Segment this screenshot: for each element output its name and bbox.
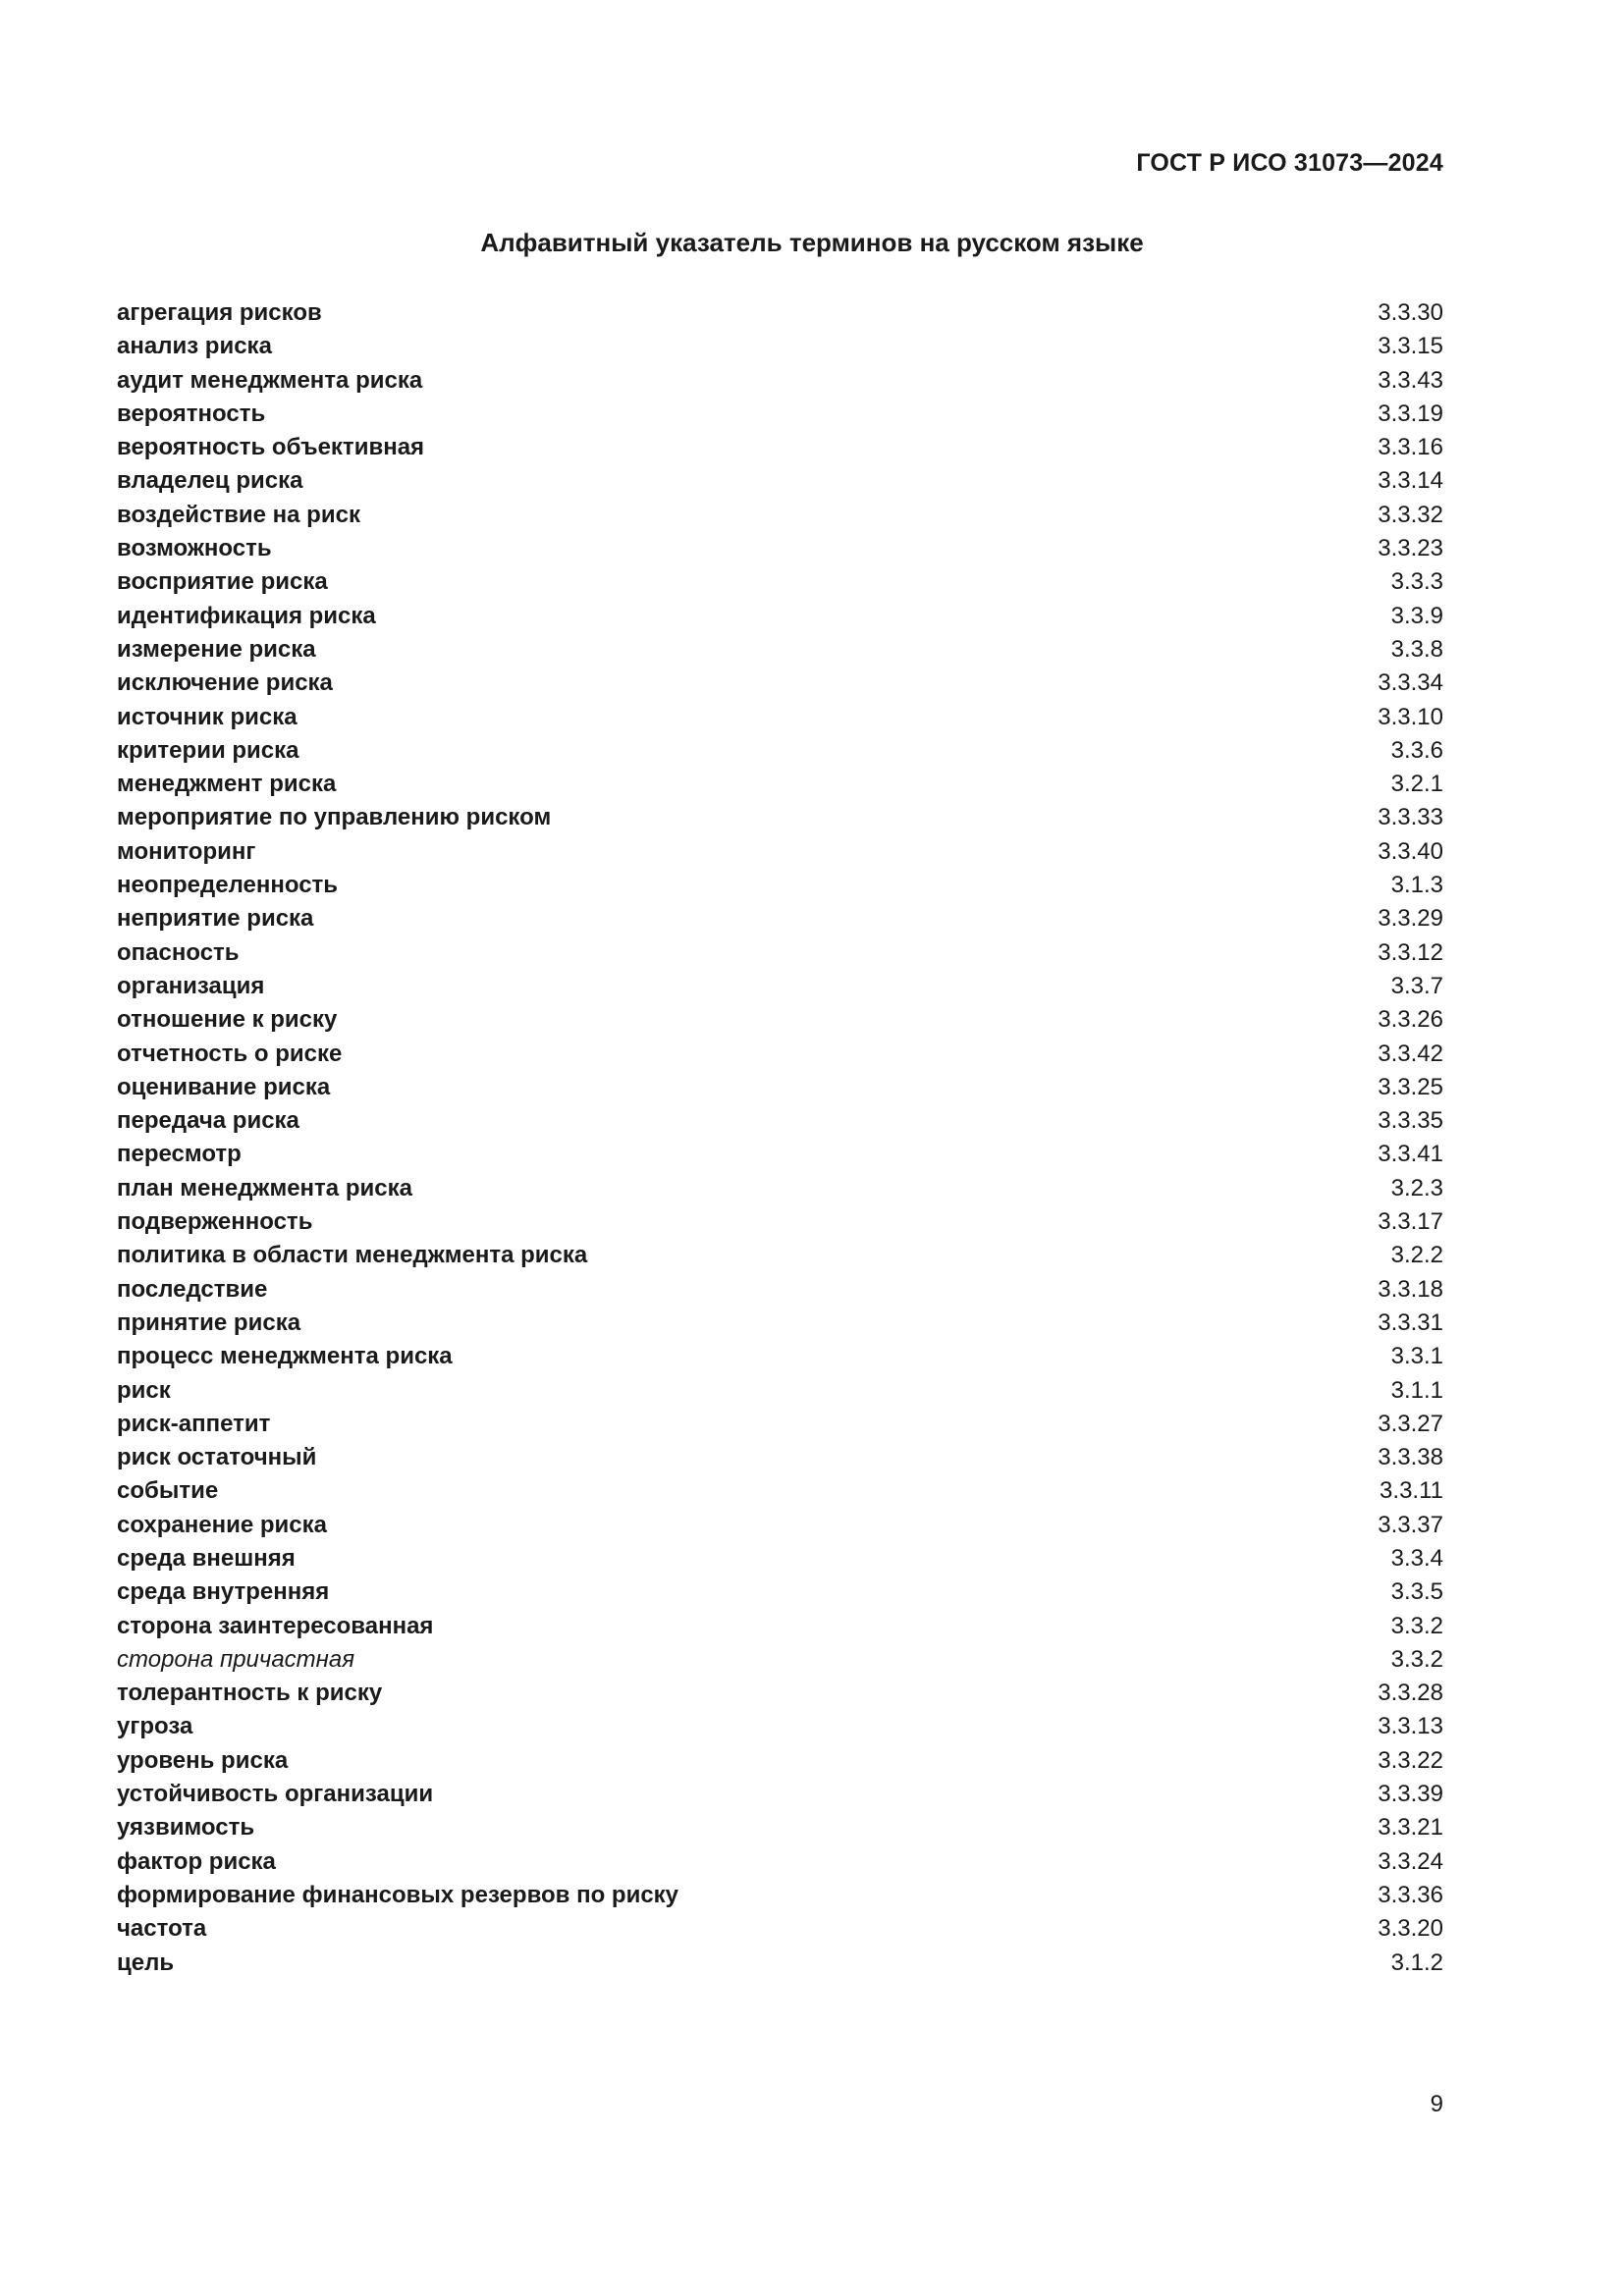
index-reference: 3.3.9 xyxy=(1390,602,1443,629)
index-term: риск-аппетит xyxy=(117,1410,271,1437)
index-reference: 3.3.15 xyxy=(1378,333,1443,360)
index-entry xyxy=(117,1138,1443,1171)
index-term: политика в области менеджмента риска xyxy=(117,1242,588,1269)
index-reference: 3.1.1 xyxy=(1390,1376,1443,1404)
index-term: частота xyxy=(117,1915,207,1943)
index-term: воздействие на риск xyxy=(117,501,360,528)
index-term: уровень риска xyxy=(117,1746,289,1774)
index-term: сторона причастная xyxy=(117,1645,355,1673)
index-reference: 3.3.41 xyxy=(1378,1141,1443,1168)
index-term: оценивание риска xyxy=(117,1073,331,1100)
index-entry xyxy=(117,1239,1443,1272)
index-term: неопределенность xyxy=(117,872,339,899)
index-entry xyxy=(117,869,1443,902)
index-entry xyxy=(117,1340,1443,1373)
index-term: подверженность xyxy=(117,1208,313,1236)
index-reference: 3.3.2 xyxy=(1390,1612,1443,1639)
index-reference: 3.3.42 xyxy=(1378,1040,1443,1067)
index-reference: 3.3.16 xyxy=(1378,434,1443,461)
index-term: последствие xyxy=(117,1275,268,1303)
index-reference: 3.1.2 xyxy=(1390,1949,1443,1976)
index-term: пересмотр xyxy=(117,1141,242,1168)
index-term: восприятие риска xyxy=(117,568,328,596)
index-term: агрегация рисков xyxy=(117,299,322,326)
index-entry xyxy=(117,667,1443,700)
index-entry xyxy=(117,1474,1443,1508)
index-entry xyxy=(117,330,1443,363)
index-entry xyxy=(117,296,1443,330)
index-term: цель xyxy=(117,1949,175,1976)
index-entry xyxy=(117,1542,1443,1575)
index-title: Алфавитный указатель терминов на русском языке xyxy=(480,228,1144,257)
index-entry xyxy=(117,1172,1443,1205)
index-entry xyxy=(117,768,1443,801)
index-term: организация xyxy=(117,972,265,999)
index-term: мероприятие по управлению риском xyxy=(117,804,552,831)
index-reference: 3.2.1 xyxy=(1390,771,1443,798)
index-reference: 3.2.2 xyxy=(1390,1242,1443,1269)
index-term: сторона заинтересованная xyxy=(117,1612,434,1639)
index-term: исключение риска xyxy=(117,669,333,697)
index-reference: 3.3.34 xyxy=(1378,669,1443,697)
page-number: 9 xyxy=(1430,2091,1443,2117)
index-reference: 3.3.32 xyxy=(1378,501,1443,528)
index-reference: 3.3.27 xyxy=(1378,1410,1443,1437)
index-entry xyxy=(117,1104,1443,1138)
index-entry xyxy=(117,734,1443,768)
index-term: толерантность к риску xyxy=(117,1680,383,1707)
index-entry xyxy=(117,835,1443,869)
index-term: событие xyxy=(117,1477,219,1505)
index-reference: 3.3.12 xyxy=(1378,938,1443,966)
index-reference: 3.3.17 xyxy=(1378,1208,1443,1236)
index-reference: 3.3.14 xyxy=(1378,467,1443,495)
index-entry xyxy=(117,565,1443,599)
index-entry xyxy=(117,1205,1443,1239)
index-reference: 3.3.21 xyxy=(1378,1814,1443,1842)
index-reference: 3.3.5 xyxy=(1390,1578,1443,1606)
index-entry xyxy=(117,1071,1443,1104)
index-reference: 3.3.7 xyxy=(1390,972,1443,999)
index-entry xyxy=(117,1575,1443,1609)
index-term: устойчивость организации xyxy=(117,1781,434,1808)
index-entry xyxy=(117,1947,1443,1980)
index-entry xyxy=(117,1610,1443,1643)
index-term: отчетность о риске xyxy=(117,1040,343,1067)
index-entry xyxy=(117,1811,1443,1844)
index-reference: 3.3.10 xyxy=(1378,703,1443,730)
index-reference: 3.3.33 xyxy=(1378,804,1443,831)
index-term: среда внутренняя xyxy=(117,1578,330,1606)
index-reference: 3.3.1 xyxy=(1390,1343,1443,1370)
index-entry xyxy=(117,936,1443,970)
index-term: передача риска xyxy=(117,1107,299,1135)
index-term: формирование финансовых резервов по риску xyxy=(117,1881,679,1908)
index-reference: 3.3.35 xyxy=(1378,1107,1443,1135)
document-id: ГОСТ Р ИСО 31073—2024 xyxy=(1136,149,1443,177)
index-reference: 3.3.22 xyxy=(1378,1746,1443,1774)
index-term: вероятность объективная xyxy=(117,434,425,461)
index-entry xyxy=(117,1003,1443,1037)
index-entry xyxy=(117,1912,1443,1946)
index-term: принятие риска xyxy=(117,1308,301,1336)
index-reference: 3.1.3 xyxy=(1390,872,1443,899)
index-entry xyxy=(117,902,1443,935)
index-term: отношение к риску xyxy=(117,1006,338,1034)
index-term: аудит менеджмента риска xyxy=(117,366,423,394)
index-reference: 3.2.3 xyxy=(1390,1174,1443,1201)
index-entry xyxy=(117,1643,1443,1677)
index-reference: 3.3.8 xyxy=(1390,635,1443,663)
index-term: мониторинг xyxy=(117,837,256,865)
index-term: анализ риска xyxy=(117,333,272,360)
index-reference: 3.3.13 xyxy=(1378,1713,1443,1740)
index-reference: 3.3.38 xyxy=(1378,1444,1443,1471)
index-entry xyxy=(117,1879,1443,1912)
index-term: риск остаточный xyxy=(117,1444,317,1471)
index-reference: 3.3.40 xyxy=(1378,837,1443,865)
index-entry xyxy=(117,532,1443,565)
index-term: угроза xyxy=(117,1713,193,1740)
index-entry xyxy=(117,1374,1443,1408)
index-term: фактор риска xyxy=(117,1847,276,1875)
index-entry xyxy=(117,398,1443,431)
index-reference: 3.3.28 xyxy=(1378,1680,1443,1707)
index-reference: 3.3.2 xyxy=(1390,1645,1443,1673)
index-term: процесс менеджмента риска xyxy=(117,1343,453,1370)
index-term: план менеджмента риска xyxy=(117,1174,412,1201)
index-reference: 3.3.19 xyxy=(1378,400,1443,427)
index-entry xyxy=(117,364,1443,398)
index-reference: 3.3.37 xyxy=(1378,1511,1443,1538)
index-term: возможность xyxy=(117,535,272,562)
index-term: критерии риска xyxy=(117,736,299,764)
index-entry xyxy=(117,1710,1443,1743)
index-reference: 3.3.23 xyxy=(1378,535,1443,562)
index-entry xyxy=(117,1038,1443,1071)
index-entry xyxy=(117,499,1443,532)
index-term: риск xyxy=(117,1376,171,1404)
index-reference: 3.3.26 xyxy=(1378,1006,1443,1034)
index-entry xyxy=(117,1778,1443,1811)
index-term: источник риска xyxy=(117,703,298,730)
index-entry xyxy=(117,1307,1443,1340)
index-reference: 3.3.43 xyxy=(1378,366,1443,394)
index-term: владелец риска xyxy=(117,467,303,495)
index-reference: 3.3.3 xyxy=(1390,568,1443,596)
index-entry xyxy=(117,970,1443,1003)
index-reference: 3.3.36 xyxy=(1378,1881,1443,1908)
index-entry xyxy=(117,1273,1443,1307)
index-entry xyxy=(117,600,1443,633)
index-entry xyxy=(117,1677,1443,1710)
index-entry xyxy=(117,1408,1443,1441)
index-reference: 3.3.24 xyxy=(1378,1847,1443,1875)
index-term: менеджмент риска xyxy=(117,771,337,798)
index-entry xyxy=(117,633,1443,667)
index-term: уязвимость xyxy=(117,1814,255,1842)
index-reference: 3.3.4 xyxy=(1390,1544,1443,1572)
index-term: сохранение риска xyxy=(117,1511,327,1538)
index-entry xyxy=(117,1744,1443,1778)
index-reference: 3.3.18 xyxy=(1378,1275,1443,1303)
index-term: среда внешняя xyxy=(117,1544,296,1572)
index-entry xyxy=(117,431,1443,464)
index-reference: 3.3.20 xyxy=(1378,1915,1443,1943)
index-reference: 3.3.29 xyxy=(1378,905,1443,933)
index-term: неприятие риска xyxy=(117,905,314,933)
index-term: измерение риска xyxy=(117,635,316,663)
index-entry xyxy=(117,801,1443,834)
index-term: опасность xyxy=(117,938,240,966)
index-reference: 3.3.30 xyxy=(1378,299,1443,326)
index-entry xyxy=(117,701,1443,734)
index-entry xyxy=(117,1845,1443,1879)
index-reference: 3.3.11 xyxy=(1380,1477,1443,1505)
index-entry xyxy=(117,1441,1443,1474)
index-entry xyxy=(117,464,1443,498)
index-reference: 3.3.25 xyxy=(1378,1073,1443,1100)
index-term: вероятность xyxy=(117,400,266,427)
index-reference: 3.3.39 xyxy=(1378,1781,1443,1808)
index-entry xyxy=(117,1509,1443,1542)
index-reference: 3.3.6 xyxy=(1390,736,1443,764)
index-reference: 3.3.31 xyxy=(1378,1308,1443,1336)
term-index-list xyxy=(117,296,1443,1980)
index-term: идентификация риска xyxy=(117,602,376,629)
